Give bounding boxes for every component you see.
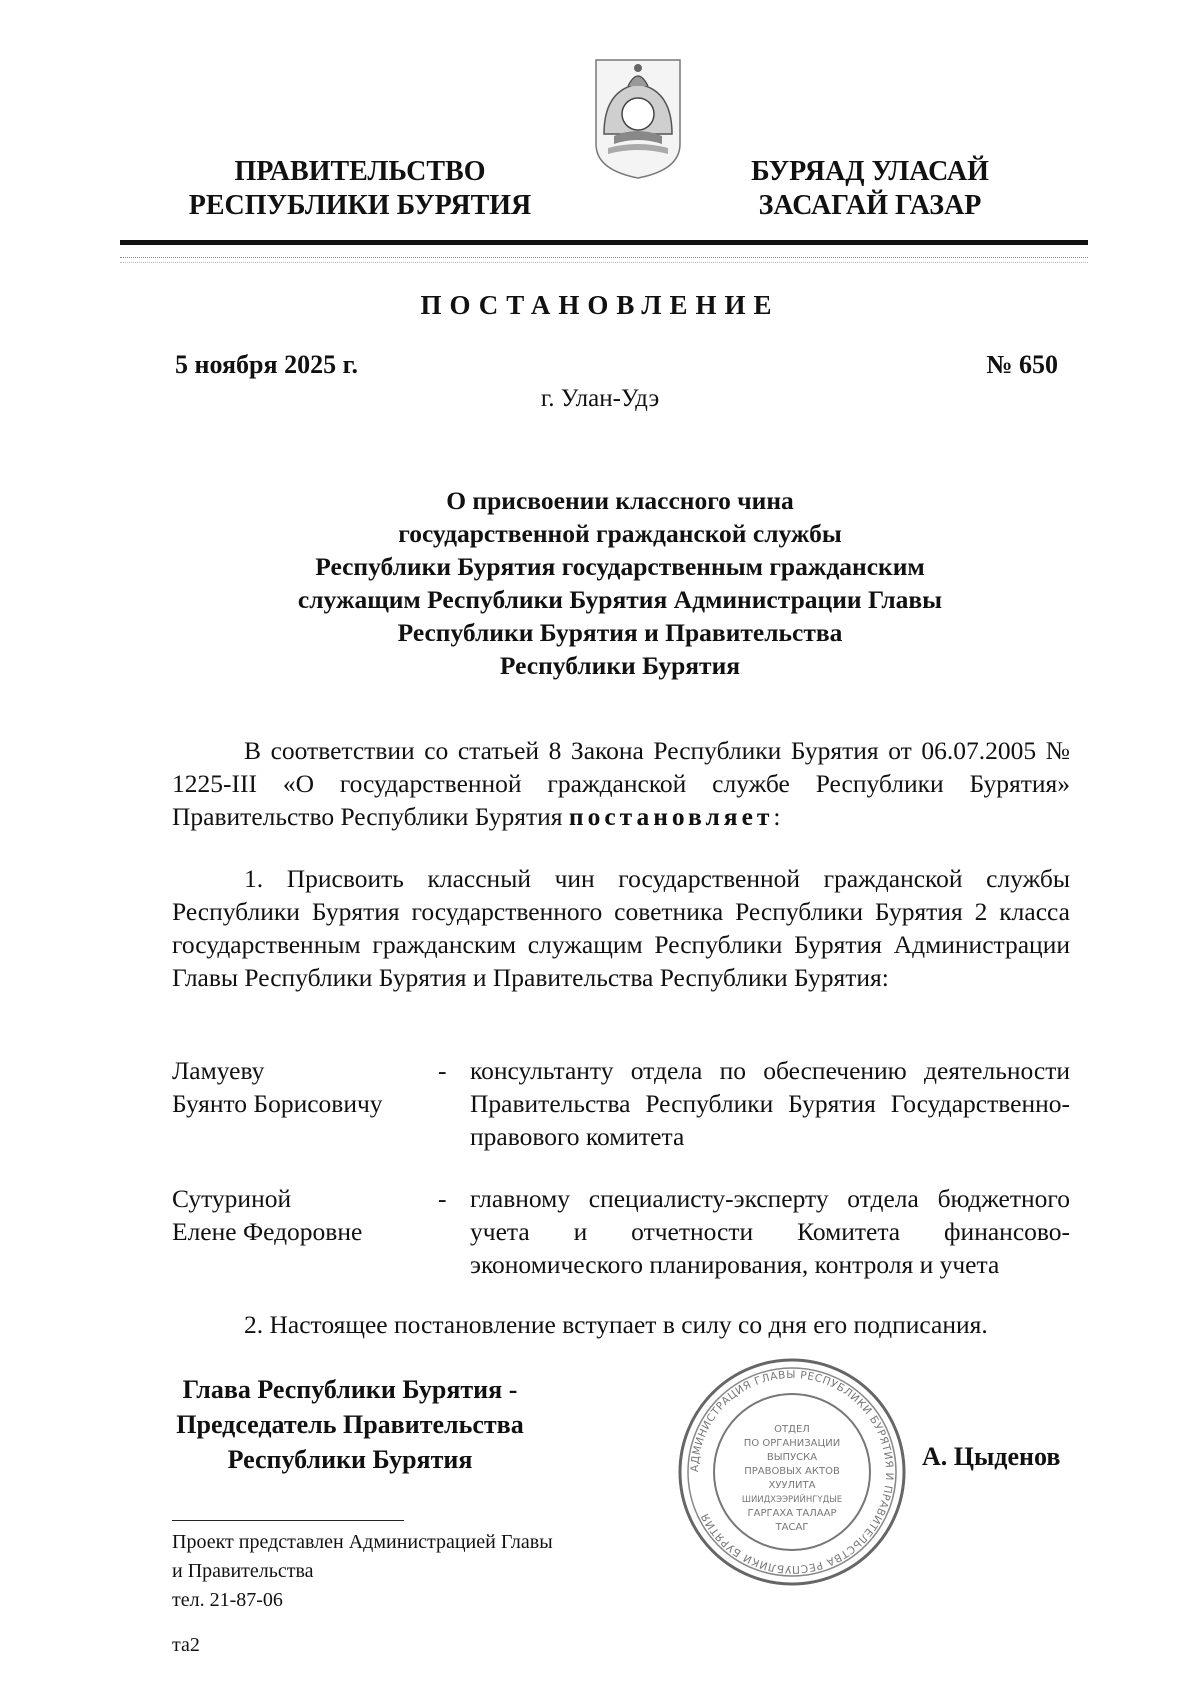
- signature-title-line3: Республики Бурятия: [227, 1445, 473, 1474]
- title-line: О присвоении классного чина: [446, 486, 794, 515]
- header-left-line2: РЕСПУБЛИКИ БУРЯТИЯ: [188, 190, 532, 221]
- preamble-verb: постановляет: [568, 802, 774, 831]
- document-date: 5 ноября 2025 г.: [175, 350, 358, 379]
- document-city: г. Улан-Удэ: [540, 385, 660, 412]
- footer-note: [172, 1528, 553, 1615]
- header-right: [690, 155, 1050, 223]
- title-line: служащим Республики Бурятия Администрации Главы: [297, 585, 943, 614]
- footer-line2: и Правительства: [172, 1560, 314, 1582]
- title-line: Республики Бурятия: [499, 651, 741, 680]
- header-divider-thin: [120, 257, 1088, 263]
- signature-title: [140, 1372, 560, 1477]
- signatory-name: А. Цыденов: [922, 1442, 1061, 1471]
- title-line: Республики Бурятия государственным гражданским: [315, 552, 925, 581]
- preamble: [172, 734, 1070, 833]
- footer-divider: [172, 1520, 404, 1521]
- stamp-line: ТАСАГ: [775, 1522, 809, 1533]
- header-left: [150, 155, 570, 223]
- item-1: 1. Присвоить классный чин государственной гражданской службы Республики Бурятия государственного советника Республики Бурятия 2 класса государственным гражданским служащим Республики Бурятия Администрации Главы Республики Бурятия и Правительства Республики Бурятия:: [172, 864, 1070, 992]
- preamble-tail: :: [773, 802, 781, 831]
- header-right-line2: ЗАСАГАЙ ГАЗАР: [758, 190, 982, 221]
- person-name: [172, 1182, 412, 1248]
- header-divider-thick: [120, 240, 1088, 245]
- person-dash: -: [438, 1184, 447, 1213]
- coat-of-arms-icon: [592, 56, 684, 182]
- person-name-line1: Сутуриной: [172, 1184, 292, 1213]
- person-position: главному специалисту-эксперту отдела бюджетного учета и отчетности Комитета финансово-экономического планирования, контроля и учета: [470, 1184, 1070, 1279]
- stamp-line: ВЫПУСКА: [766, 1452, 818, 1463]
- stamp-line: ПРАВОВЫХ АКТОВ: [744, 1466, 840, 1477]
- preamble-text: В соответствии со статьей 8 Закона Республики Бурятия от 06.07.2005 № 1225-III «О государственной гражданской службе Республики Бурятия» Правительство Республики Бурятия: [172, 736, 1070, 831]
- header-left-line1: ПРАВИТЕЛЬСТВО: [234, 156, 486, 187]
- stamp-outer-text: АДМИНИСТРАЦИЯ ГЛАВЫ РЕСПУБЛИКИ БУРЯТИЯ И ПРАВИТЕЛЬСТВА РЕСПУБЛИКИ БУРЯТИЯ: [688, 1368, 896, 1576]
- item-2: 2. Настоящее постановление вступает в силу со дня его подписания.: [244, 1310, 988, 1339]
- official-stamp-icon: [676, 1356, 908, 1588]
- footer-line3: тел. 21-87-06: [172, 1589, 283, 1611]
- document-type: ПОСТАНОВЛЕНИЕ: [420, 290, 780, 320]
- person-name-line2: Елене Федоровне: [172, 1217, 363, 1246]
- stamp-line: ШИИДХЭЭРИЙНГҮДЫЕ: [741, 1495, 843, 1505]
- stamp-line: ГАРГАХА ТАЛААР: [747, 1508, 837, 1519]
- person-dash: -: [438, 1056, 447, 1085]
- signature-title-line1: Глава Республики Бурятия -: [182, 1375, 518, 1404]
- person-name-line2: Буянто Борисовичу: [172, 1089, 383, 1118]
- header-right-line1: БУРЯАД УЛАСАЙ: [751, 156, 989, 187]
- document-title: [170, 484, 1070, 682]
- title-line: Республики Бурятия и Правительства: [397, 618, 843, 647]
- footer-line1: Проект представлен Администрацией Главы: [172, 1531, 553, 1553]
- stamp-line: ПО ОРГАНИЗАЦИИ: [743, 1438, 841, 1449]
- title-line: государственной гражданской службы: [398, 519, 842, 548]
- footer-code: та2: [172, 1634, 200, 1656]
- stamp-line: ОТДЕЛ: [774, 1424, 810, 1435]
- signature-title-line2: Председатель Правительства: [176, 1410, 524, 1439]
- person-position: консультанту отдела по обеспечению деятельности Правительства Республики Бурятия Государственно-правового комитета: [470, 1056, 1070, 1151]
- person-name-line1: Ламуеву: [172, 1056, 265, 1085]
- stamp-line: ХУУЛИТА: [768, 1480, 816, 1491]
- document-number: № 650: [986, 350, 1058, 379]
- person-name: [172, 1054, 412, 1120]
